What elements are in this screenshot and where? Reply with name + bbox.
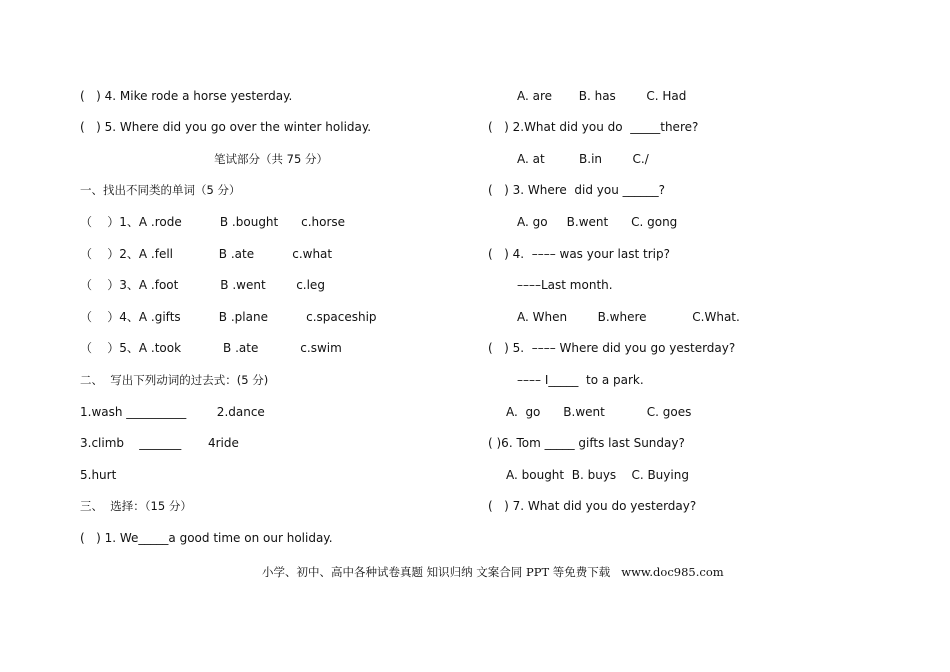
choice-question-7: ( ) 7. What did you do yesterday? [488,499,697,513]
odd-word-item-4: （ ）4、A .gifts B .plane c.spaceship [80,310,377,324]
choice-options-4: A. When B.where C.What. [517,310,740,324]
choice-options-2: A. at B.in C./ [517,152,649,166]
past-tense-row-1: 1.wash __________ 2.dance [80,405,265,419]
odd-word-item-3: （ ）3、A .foot B .went c.leg [80,278,325,292]
past-tense-row-3: 5.hurt [80,468,117,482]
footer-download-note: 小学、初中、高中各种试卷真题 知识归纳 文案合同 PPT 等免费下载 www.doc985.com [262,565,724,579]
choice-question-3: ( ) 3. Where did you ______? [488,183,666,197]
question-4-line: ( ) 4. Mike rode a horse yesterday. [80,89,293,103]
page-footer [0,564,950,592]
odd-word-item-2: （ ）2、A .fell B .ate c.what [80,247,333,261]
choice-question-5-reply: –––– I_____ to a park. [517,373,644,387]
question-5-line: ( ) 5. Where did you go over the winter holiday. [80,120,372,134]
choice-question-4-reply: ––––Last month. [517,278,613,292]
choice-question-1: ( ) 1. We_____a good time on our holiday. [80,531,333,545]
choice-options-5: A. go B.went C. goes [506,405,692,419]
odd-word-item-1: （ ）1、A .rode B .bought c.horse [80,215,346,229]
section-three-heading: 三、 选择：（15 分） [80,499,192,513]
choice-options-1: A. are B. has C. Had [517,89,687,103]
choice-question-5: ( ) 5. –––– Where did you go yesterday? [488,341,736,355]
odd-word-item-5: （ ）5、A .took B .ate c.swim [80,341,342,355]
choice-question-6: ( )6. Tom _____ gifts last Sunday? [488,436,685,450]
choice-question-4: ( ) 4. –––– was your last trip? [488,247,670,261]
written-section-title: 笔试部分（共 75 分） [214,152,328,166]
choice-question-2: ( ) 2.What did you do _____there? [488,120,699,134]
choice-options-6: A. bought B. buys C. Buying [506,468,689,482]
choice-options-3: A. go B.went C. gong [517,215,678,229]
past-tense-row-2: 3.climb _______ 4ride [80,436,239,450]
section-two-heading: 二、 写出下列动词的过去式：(5 分) [80,373,269,387]
section-one-heading: 一、找出不同类的单词（5 分） [80,183,241,197]
